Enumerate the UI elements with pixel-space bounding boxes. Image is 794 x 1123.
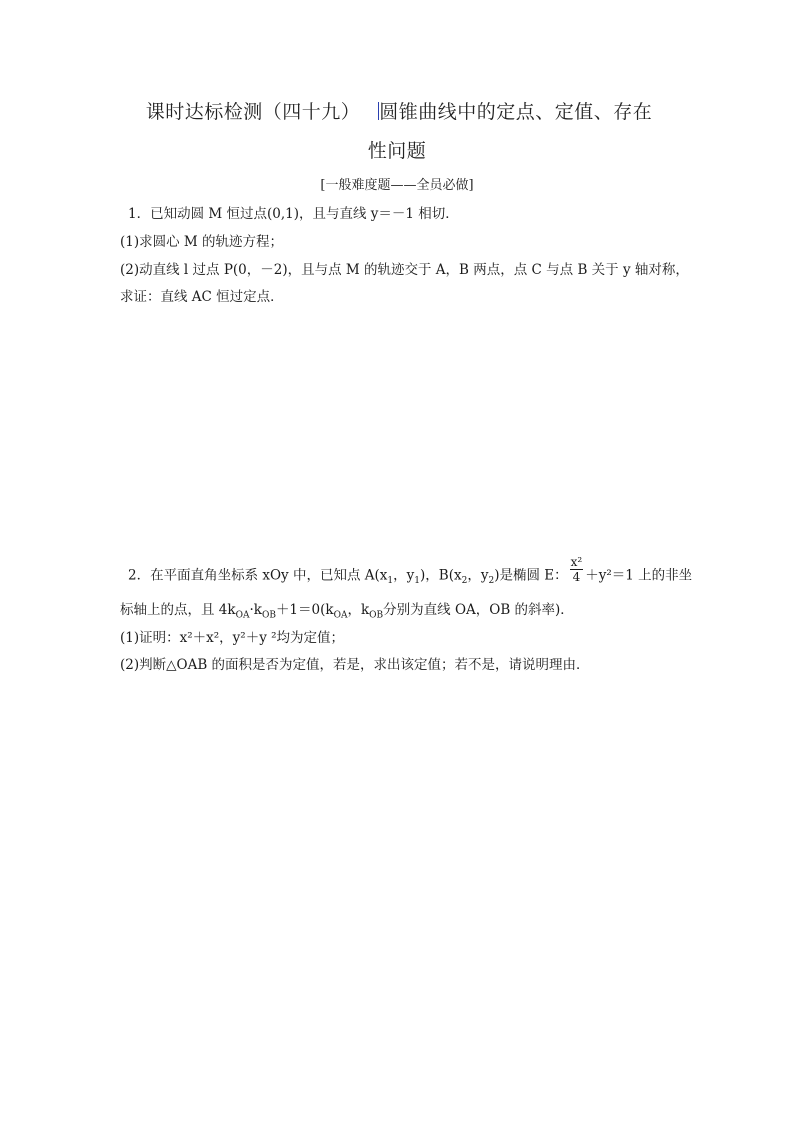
q2-text: )是椭圆 E： [494,567,568,584]
question-2-part-2: (2)判断△OAB 的面积是否为定值，若是，求出该定值；若不是，请说明理由． [120,657,590,673]
question-1-part-2-continued: 求证：直线 AC 恒过定点． [120,289,284,305]
ellipse-fraction [570,556,584,584]
q2-sub: 1 [387,576,394,587]
q2-text: 标轴上的点，且 4k [120,602,236,618]
question-2-stem [128,555,693,590]
q2-sub: OB [261,610,276,621]
q2-text: ，k [347,602,370,618]
question-2-stem-continued [120,598,574,621]
page-title [2,97,794,124]
title-right: 圆锥曲线中的定点、定值、存在 [379,101,653,123]
section-label: [一般难度题——全员必做] [320,178,474,193]
question-1-part-2: (2)动直线 l 过点 P(0，－2)，且与点 M 的轨迹交于 A，B 两点，点 C 与点 B 关于 y 轴对称， [120,262,689,278]
q2-sub: OA [235,610,250,621]
q2-text: ，y [393,567,415,584]
q2-text: )，B(x [420,567,462,584]
q2-text: ＋1＝0(k [275,602,334,618]
title-left: 课时达标检测（四十九） [145,101,361,123]
q2-text: 2．在平面直角坐标系 xOy 中，已知点 A(x [128,567,388,584]
q2-sub: 1 [414,576,421,587]
question-1-stem: 1．已知动圆 M 恒过点(0,1)，且与直线 y＝－1 相切． [128,206,459,222]
q2-sub: OB [369,610,384,621]
q2-text: 分别为直线 OA，OB 的斜率)． [383,602,574,618]
question-1-part-1: (1)求圆心 M 的轨迹方程； [120,234,284,250]
q2-text: ，y [467,567,489,584]
q2-text: ＋y²＝1 上的非坐 [585,567,693,584]
q2-sub: OA [333,610,348,621]
question-2-part-1: (1)证明：x²＋x²，y²＋y ²均为定值； [120,630,345,646]
q2-sub: 2 [488,576,495,587]
q2-sub: 2 [461,576,468,587]
q2-text: ·k [249,602,262,618]
fraction-denominator: 4 [572,570,581,584]
fraction-numerator: x² [570,555,583,569]
page-title-line2: 性问题 [367,140,427,162]
